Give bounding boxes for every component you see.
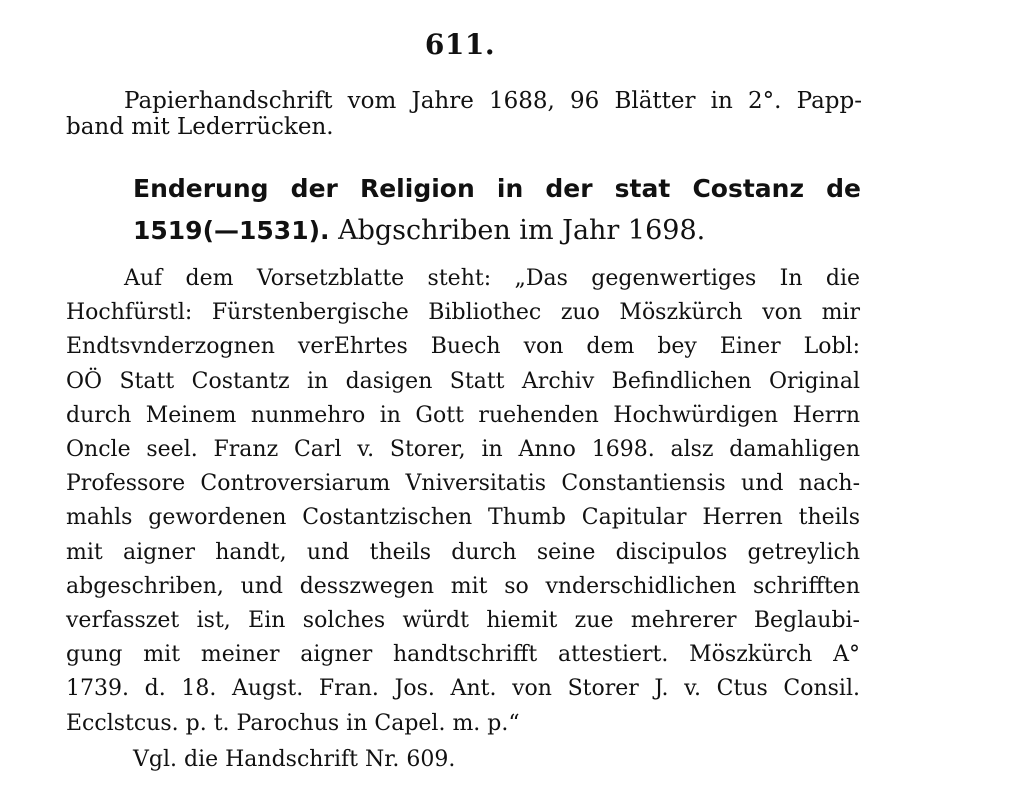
body-line: Hochfürstl: Fürstenbergische Bibliothec zuo Möszkürch von mir (66, 300, 860, 326)
cross-reference-note: Vgl. die Handschrift Nr. 609. (133, 747, 456, 772)
body-text (66, 262, 860, 741)
page-number: 611. (424, 28, 496, 61)
body-line: mahls gewordenen Costantzischen Thumb Capitular Herren theils (66, 505, 860, 531)
body-line: Ecclstcus. p. t. Parochus in Capel. m. p.“ (66, 710, 520, 736)
body-line: OÖ Statt Costantz in dasigen Statt Archiv Befindlichen Original (66, 368, 860, 394)
description-line: band mit Lederrücken. (66, 114, 334, 140)
body-line: Oncle seel. Franz Carl v. Storer, in Anno 1698. alsz damahligen (66, 437, 860, 463)
body-line: Endtsvnderzognen verEhrtes Buech von dem bey Einer Lobl: (66, 334, 860, 360)
body-line: abgeschriben, und desszwegen mit so vnderschidlichen schrifften (66, 573, 860, 599)
body-line: Auf dem Vorsetzblatte steht: „Das gegenwertiges In die (124, 266, 860, 291)
body-line: gung mit meiner aigner handtschrifft attestiert. Möszkürch A° (66, 642, 860, 668)
body-line: Professore Controversiarum Vniversitatis Constantiensis und nach- (66, 471, 860, 497)
body-line: mit aigner handt, und theils durch seine discipulos getreylich (66, 539, 860, 565)
description-line: Papierhandschrift vom Jahre 1688, 96 Blätter in 2°. Papp- (124, 88, 862, 114)
manuscript-title (133, 168, 861, 252)
body-line: durch Meinem nunmehro in Gott ruehenden Hochwürdigen Herrn (66, 402, 860, 428)
title-copy-note: Abgschriben im Jahr 1698. (329, 215, 706, 246)
manuscript-description (66, 88, 862, 140)
body-line: verfasszet ist, Ein solches würdt hiemit zue mehrerer Beglaubi- (66, 608, 860, 634)
title-line: Enderung der Religion in der stat Costanz de (133, 174, 861, 203)
title-line (133, 210, 861, 252)
title-dates: 1519(—1531). (133, 216, 330, 245)
body-line: 1739. d. 18. Augst. Fran. Jos. Ant. von Storer J. v. Ctus Consil. (66, 676, 860, 702)
